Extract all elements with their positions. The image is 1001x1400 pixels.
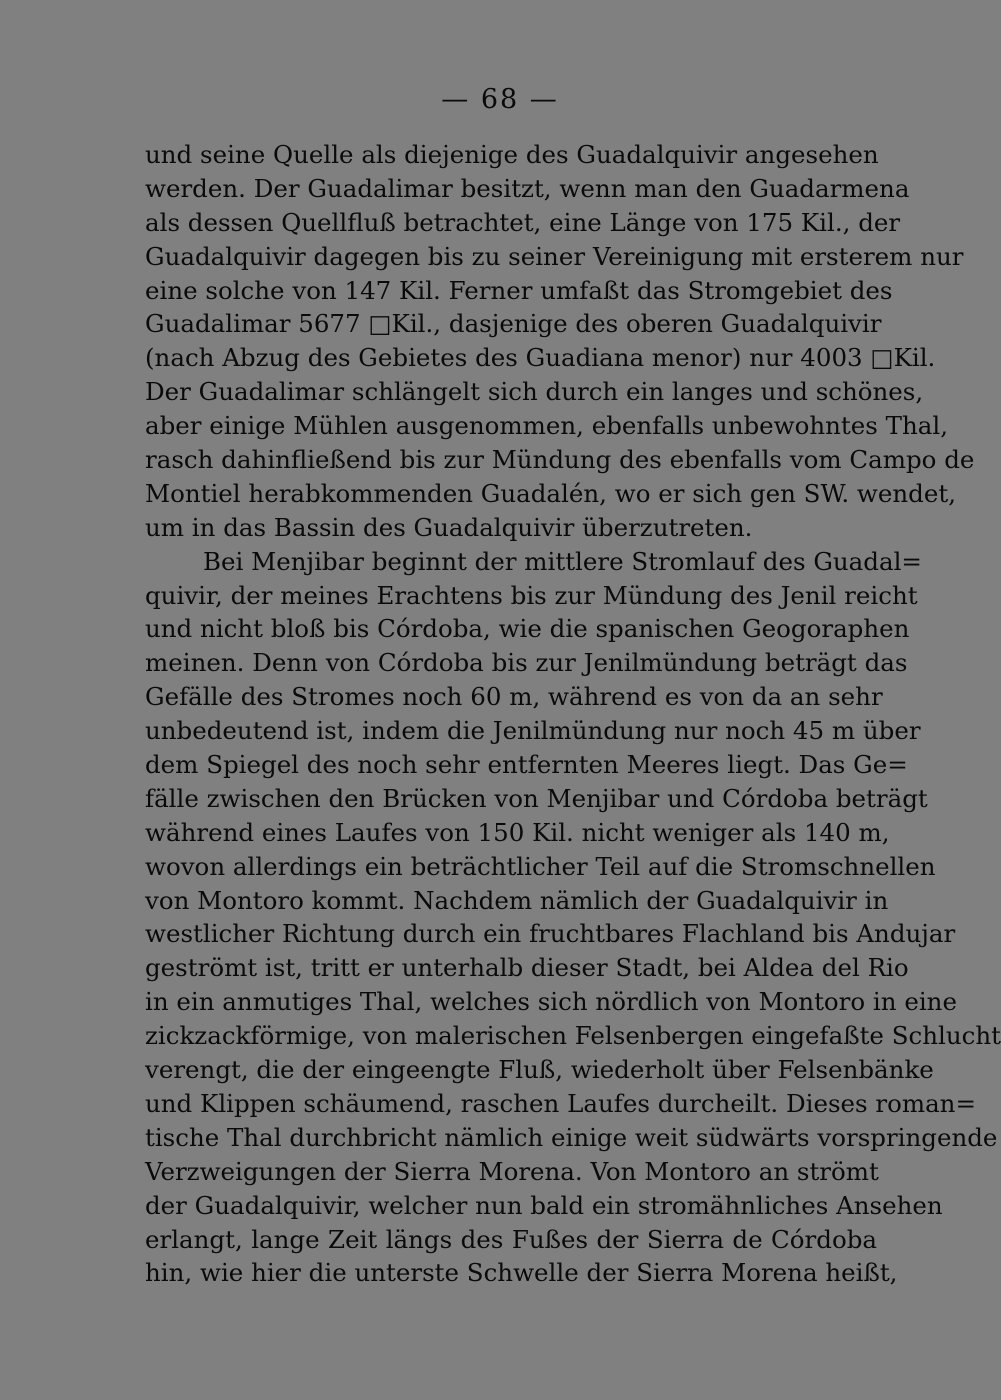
text-line: verengt, die der eingeengte Fluß, wiederholt über Felsenbänke — [145, 1055, 934, 1085]
text-line: als dessen Quellfluß betrachtet, eine Länge von 175 Kil., der — [145, 207, 901, 237]
text-line: und nicht bloß bis Córdoba, wie die spanischen Geogoraphen — [145, 614, 910, 644]
text-line: aber einige Mühlen ausgenommen, ebenfalls unbewohntes Thal, — [145, 411, 948, 441]
text-line: quivir, der meines Erachtens bis zur Mündung des Jenil reicht — [145, 580, 918, 610]
text-line: meinen. Denn von Córdoba bis zur Jenilmündung beträgt das — [145, 648, 908, 678]
text-line: wovon allerdings ein beträchtlicher Teil auf die Stromschnellen — [145, 851, 936, 881]
text-line: zickzackförmige, von malerischen Felsenbergen eingefaßte Schlucht — [145, 1021, 1001, 1051]
text-line: und seine Quelle als diejenige des Guadalquivir angesehen — [145, 140, 879, 169]
text-line: Guadalimar 5677 □Kil., dasjenige des oberen Guadalquivir — [145, 309, 882, 339]
text-line: Verzweigungen der Sierra Morena. Von Montoro an strömt — [145, 1156, 879, 1186]
text-line: erlangt, lange Zeit längs des Fußes der Sierra de Córdoba — [145, 1224, 877, 1254]
text-line: in ein anmutiges Thal, welches sich nördlich von Montoro in eine — [145, 987, 957, 1017]
page-number: — 68 — — [441, 84, 559, 115]
text-line: während eines Laufes von 150 Kil. nicht weniger als 140 m, — [145, 817, 890, 847]
text-line: eine solche von 147 Kil. Ferner umfaßt das Stromgebiet des — [145, 275, 893, 305]
paragraph-end-line: um in das Bassin des Guadalquivir überzutreten. — [145, 512, 753, 542]
text-line: und Klippen schäumend, raschen Laufes durcheilt. Dieses roman= — [145, 1088, 976, 1118]
paragraph-start-line: Bei Menjibar beginnt der mittlere Stromlauf des Guadal= — [203, 546, 922, 576]
text-line: Gefälle des Stromes noch 60 m, während es von da an sehr — [145, 682, 883, 712]
body-text — [145, 138, 1001, 1290]
text-line: geströmt ist, tritt er unterhalb dieser Stadt, bei Aldea del Rio — [145, 953, 909, 983]
text-line: rasch dahinfließend bis zur Mündung des ebenfalls vom Campo de — [145, 445, 975, 475]
text-line: tische Thal durchbricht nämlich einige weit südwärts vorspringende — [145, 1122, 998, 1152]
text-line: hin, wie hier die unterste Schwelle der Sierra Morena heißt, — [145, 1258, 898, 1288]
text-line: der Guadalquivir, welcher nun bald ein stromähnliches Ansehen — [145, 1190, 943, 1220]
text-line: Guadalquivir dagegen bis zu seiner Vereinigung mit ersterem nur — [145, 241, 964, 271]
text-line: unbedeutend ist, indem die Jenilmündung nur noch 45 m über — [145, 716, 921, 746]
text-line: von Montoro kommt. Nachdem nämlich der Guadalquivir in — [145, 885, 889, 915]
text-line: (nach Abzug des Gebietes des Guadiana menor) nur 4003 □Kil. — [145, 343, 936, 373]
text-line: Montiel herabkommenden Guadalén, wo er sich gen SW. wendet, — [145, 478, 957, 508]
text-line: werden. Der Guadalimar besitzt, wenn man den Guadarmena — [145, 173, 910, 203]
text-line: Der Guadalimar schlängelt sich durch ein langes und schönes, — [145, 377, 924, 407]
text-line: dem Spiegel des noch sehr entfernten Meeres liegt. Das Ge= — [145, 750, 908, 780]
text-line: fälle zwischen den Brücken von Menjibar und Córdoba beträgt — [145, 783, 928, 813]
text-line: westlicher Richtung durch ein fruchtbares Flachland bis Andujar — [145, 919, 956, 949]
